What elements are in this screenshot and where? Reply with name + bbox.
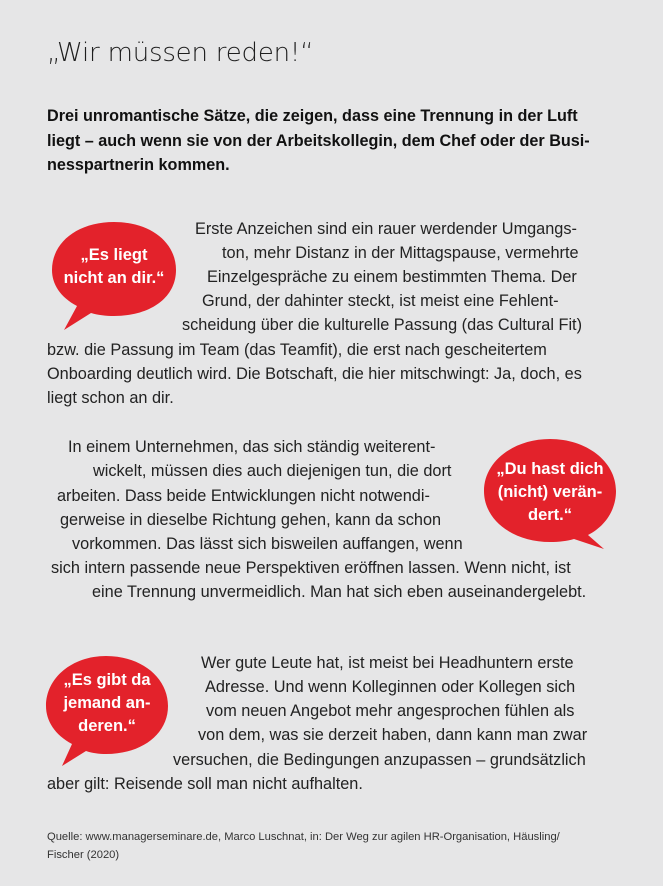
bubble-line: „Es gibt da <box>63 671 151 689</box>
page-title: „Wir müssen reden!“ <box>47 38 314 68</box>
text-line: vorkommen. Das lässt sich bisweilen auffangen, wenn <box>72 535 463 553</box>
text-line: sich intern passende neue Perspektiven eröffnen lassen. Wenn nicht, ist <box>51 559 571 577</box>
bubble-line: dert.“ <box>527 506 572 524</box>
source-citation <box>47 828 607 864</box>
text-line: Wer gute Leute hat, ist meist bei Headhuntern erste <box>201 654 574 672</box>
text-line: In einem Unternehmen, das sich ständig weiterent- <box>68 438 436 456</box>
lead-line: Drei unromantische Sätze, die zeigen, dass eine Trennung in der Luft <box>47 107 578 125</box>
source-line: Quelle: www.managerseminare.de, Marco Luschnat, in: Der Weg zur agilen HR-Organisation, Häusling/ <box>47 831 560 843</box>
bubble-line: deren.“ <box>78 717 136 735</box>
text-line: Onboarding deutlich wird. Die Botschaft, die hier mitschwingt: Ja, doch, es <box>47 365 582 383</box>
source-line: Fischer (2020) <box>47 849 120 861</box>
text-line: Adresse. Und wenn Kolleginnen oder Kollegen sich <box>205 678 576 696</box>
text-line: wickelt, müssen dies auch diejenigen tun, die dort <box>93 462 452 480</box>
speech-bubble-1 <box>50 220 178 330</box>
bubble-line: „Es liegt <box>80 246 148 264</box>
text-line: versuchen, die Bedingungen anzupassen – grundsätzlich <box>173 751 586 769</box>
bubble-line: jemand an- <box>63 694 151 712</box>
text-line: Einzelgespräche zu einem bestimmten Thema. Der <box>207 268 577 286</box>
bubble-line: „Du hast dich <box>496 460 604 478</box>
text-line: scheidung über die kulturelle Passung (das Cultural Fit) <box>182 316 583 334</box>
text-line: Grund, der dahinter steckt, ist meist eine Fehlent- <box>202 292 559 310</box>
text-line: arbeiten. Dass beide Entwicklungen nicht notwendi- <box>57 487 430 505</box>
text-line: eine Trennung unvermeidlich. Man hat sich eben auseinandergelebt. <box>92 583 587 601</box>
lead-line: nesspartnerin kommen. <box>47 156 230 174</box>
bubble-line: nicht an dir.“ <box>63 269 165 287</box>
text-line: bzw. die Passung im Team (das Teamfit), die erst nach gescheitertem <box>47 341 547 359</box>
text-line: liegt schon an dir. <box>47 389 174 407</box>
lead-paragraph <box>47 104 627 178</box>
text-line: von dem, was sie derzeit haben, dann kann man zwar <box>198 726 588 744</box>
text-line: ton, mehr Distanz in der Mittagspause, vermehrte <box>222 244 579 262</box>
bubble-quote <box>52 244 176 290</box>
text-line: vom neuen Angebot mehr angesprochen fühlen als <box>206 702 575 720</box>
speech-bubble-3 <box>44 654 170 766</box>
text-line: aber gilt: Reisende soll man nicht aufhalten. <box>47 775 363 793</box>
bubble-line: (nicht) verän- <box>497 483 603 501</box>
speech-bubble-2 <box>482 437 622 551</box>
text-line: gerweise in dieselbe Richtung gehen, kann da schon <box>60 511 442 529</box>
lead-line: liegt – auch wenn sie von der Arbeitskollegin, dem Chef oder der Busi- <box>47 131 590 150</box>
bubble-quote <box>484 458 616 527</box>
bubble-quote <box>46 669 168 738</box>
text-line: Erste Anzeichen sind ein rauer werdender Umgangs- <box>195 220 577 238</box>
